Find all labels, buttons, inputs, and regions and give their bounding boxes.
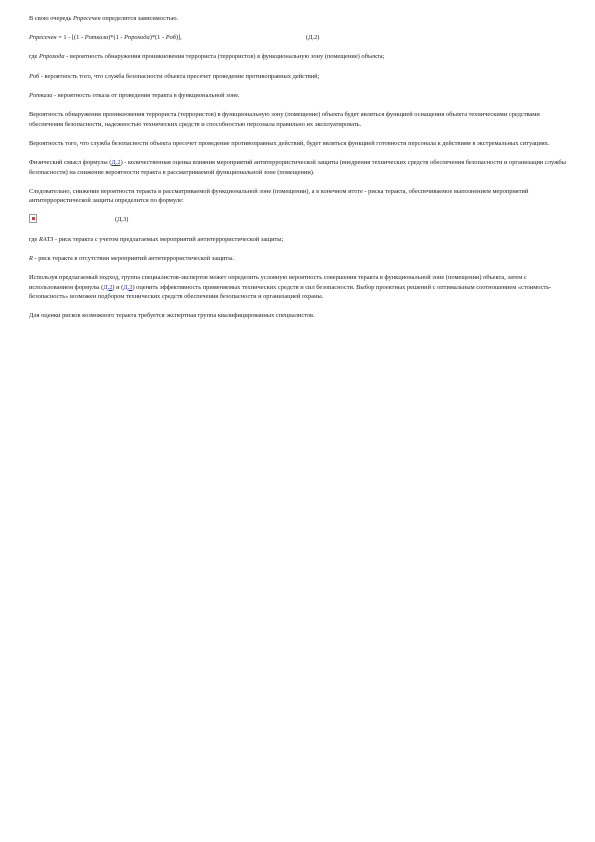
formula-d2: Pпресечен = 1 - [(1 - Pотказа)*(1 - Pпрохода)*(1 - Pоб)], (Д.2) [29,34,320,42]
formula-number: (Д.2) [306,34,320,42]
variable: Pпресечен [73,15,101,22]
broken-image-icon [29,214,37,223]
formula-link[interactable]: Д.2 [111,158,121,166]
paragraph: R - риск теракта в отсутствии мероприятий антитеррористической защиты. [29,254,235,262]
formula-d3 [29,215,569,225]
paragraph: Следовательно, снижение вероятности теракта в рассматриваемой функциональной зоне (помещении), а в конечном итоге - риска теракта, обеспечиваемое выполнением мероприятий антитеррористической защиты определится по формуле: [29,187,529,205]
paragraph: Pоб - вероятность того, что служба безопасности объекта пресечет проведение противоправных действий; [29,72,320,80]
formula-link[interactable]: Д.3 [123,283,133,291]
formula-number: (Д.3) [115,216,129,224]
paragraph: Физический смысл формулы (Д.2) - количественная оценка влияния мероприятий антитеррористической защиты (внедрения технических средств обеспечения безопасности и организации службы безопасности) на снижение вероятности теракта в рассматриваемой функциональной зоне (помещении). [29,158,566,176]
paragraph: Используя предлагаемый подход, группа специалистов-экспертов может определить условную вероятность совершения теракта в функциональной зоне (помещении) объекта, затем с использованием формулы (Д.2) и (Д.3) оценить эффективность применяемых технических средств и сил безопасности. Выбор проектных решений с оптимальным соотношением «стоимость-безопасность» возможен подбором технических средств обеспечения безопасности и организацией охраны. [29,274,552,301]
paragraph: Для оценки рисков возможного теракта требуется экспертная группа квалифицированных специалистов. [29,312,315,320]
document-body [29,14,569,331]
paragraph: Вероятность того, что служба безопасности объекта пресечет проведение противоправных действий, будет являться функцией готовности персонала к действиям в экстремальных ситуациях. [29,139,550,147]
paragraph: Вероятность обнаружения проникновения террориста (террористов) в функциональную зону (помещение) объекта будет являться функцией оснащения объекта техническими средствами обеспечения безопасности, надежностью технических средств и способностью персонала правильно их эксплуатировать. [29,110,540,128]
paragraph: где Pпрохода - вероятность обнаружения проникновения террориста (террористов) в функциональную зону (помещение) объекта; [29,53,385,61]
formula-link[interactable]: Д.2 [103,283,113,291]
paragraph: В свою очередь Pпресечен определится зависимостью. [29,15,179,22]
paragraph: где RАТЗ - риск теракта с учетом предлагаемых мероприятий антитеррористической защиты; [29,235,284,243]
paragraph: Pотказа - вероятность отказа от проведения теракта в функциональной зоне. [29,91,240,99]
